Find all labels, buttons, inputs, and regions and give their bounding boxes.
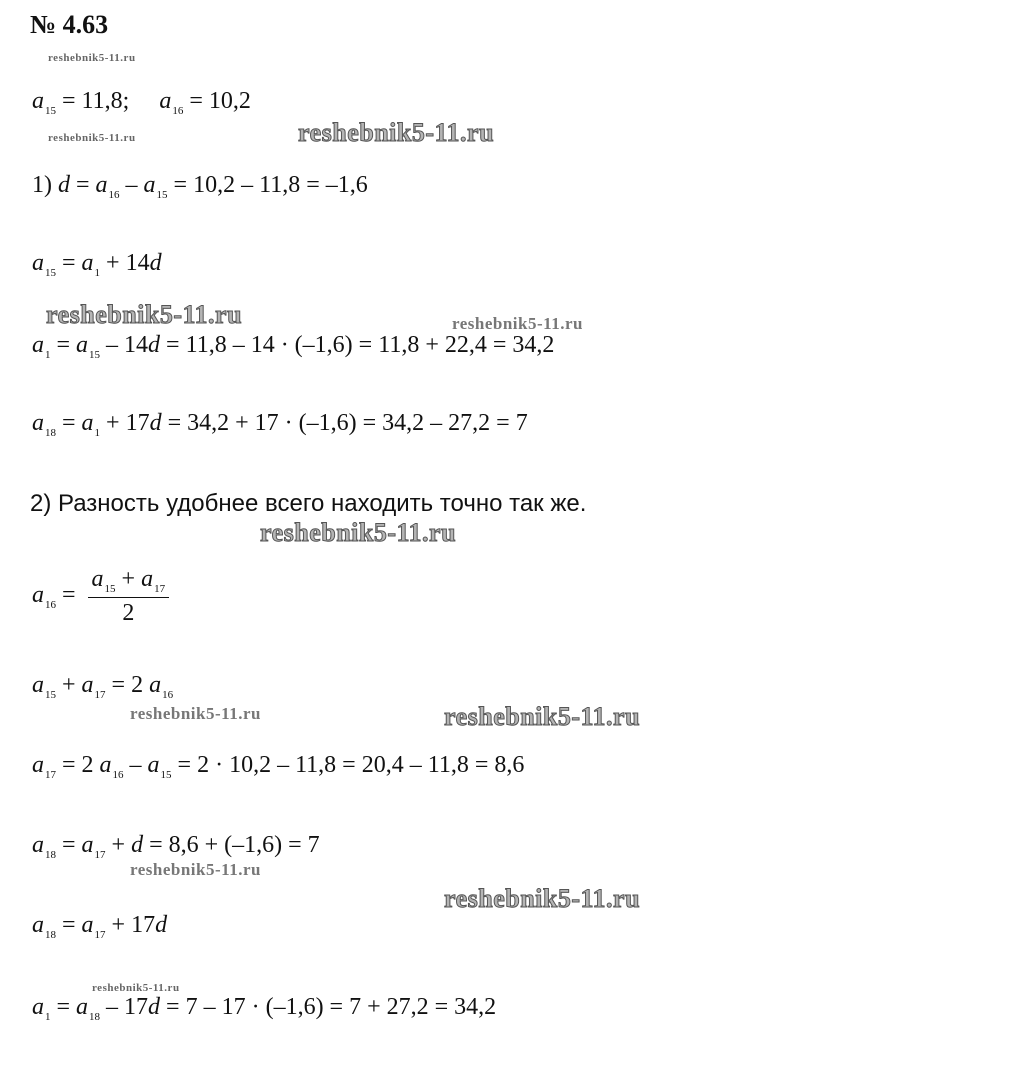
watermark: reshebnik5-11.ru bbox=[260, 518, 457, 547]
watermark: reshebnik5-11.ru bbox=[444, 884, 641, 913]
watermark: reshebnik5-11.ru bbox=[92, 982, 180, 994]
watermark: reshebnik5-11.ru bbox=[444, 702, 641, 731]
a18-computation-2: $a_{18} = a_{17} + d = 8,6 + (-1,6) = 7$ bbox=[32, 832, 320, 861]
a16-mean-formula: $a_{16}$ = $\frac{a_{15} + a_{17}}{2}$ bbox=[32, 566, 169, 627]
a18-general-formula: $a_{18} = a_{17} + 17d$ bbox=[32, 912, 168, 941]
fraction: $\frac{a_{15} + a_{17}}{2}$ bbox=[88, 566, 170, 627]
watermark: reshebnik5-11.ru bbox=[130, 704, 261, 723]
watermark: reshebnik5-11.ru bbox=[130, 860, 261, 879]
part-two-text: 2) Разность удобнее всего находить точно так же. bbox=[30, 490, 587, 517]
watermark: reshebnik5-11.ru bbox=[46, 300, 243, 329]
watermark: reshebnik5-11.ru bbox=[452, 314, 583, 333]
given-values: $a_{15} = 11,8$; $a_{16} = 10,2$ bbox=[32, 88, 251, 117]
a18-computation-1: $a_{18} = a_1 + 17d = 34,2 + 17 \cdot (-1,6) = 34,2 - 27,2 = 7$ bbox=[32, 410, 528, 439]
a15-general-formula: $a_{15} = a_1 + 14d$ bbox=[32, 250, 162, 279]
watermark: reshebnik5-11.ru bbox=[48, 52, 136, 64]
sum-equation: $a_{15} + a_{17} = 2$ $a_{16}$ bbox=[32, 672, 174, 701]
a17-computation: $a_{17} = 2$ $a_{16} - a_{15} = 2 \cdot 10,2 - 11,8 = 20,4 - 11,8 = 8,6$ bbox=[32, 752, 525, 781]
difference-formula: 1) $d = a_{16} - a_{15} = 10,2 - 11,8 = -1,6$ bbox=[32, 172, 368, 201]
watermark: reshebnik5-11.ru bbox=[298, 118, 495, 147]
a1-computation: $a_1 = a_{15} - 14d = 11,8 - 14 \cdot (-1,6) = 11,8 + 22,4 = 34,2$ bbox=[32, 332, 555, 361]
a1-computation-2: $a_1 = a_{18} - 17d = 7 - 17 \cdot (-1,6) = 7 + 27,2 = 34,2$ bbox=[32, 994, 497, 1023]
problem-number: № 4.63 bbox=[30, 10, 109, 39]
watermark: reshebnik5-11.ru bbox=[48, 132, 136, 144]
